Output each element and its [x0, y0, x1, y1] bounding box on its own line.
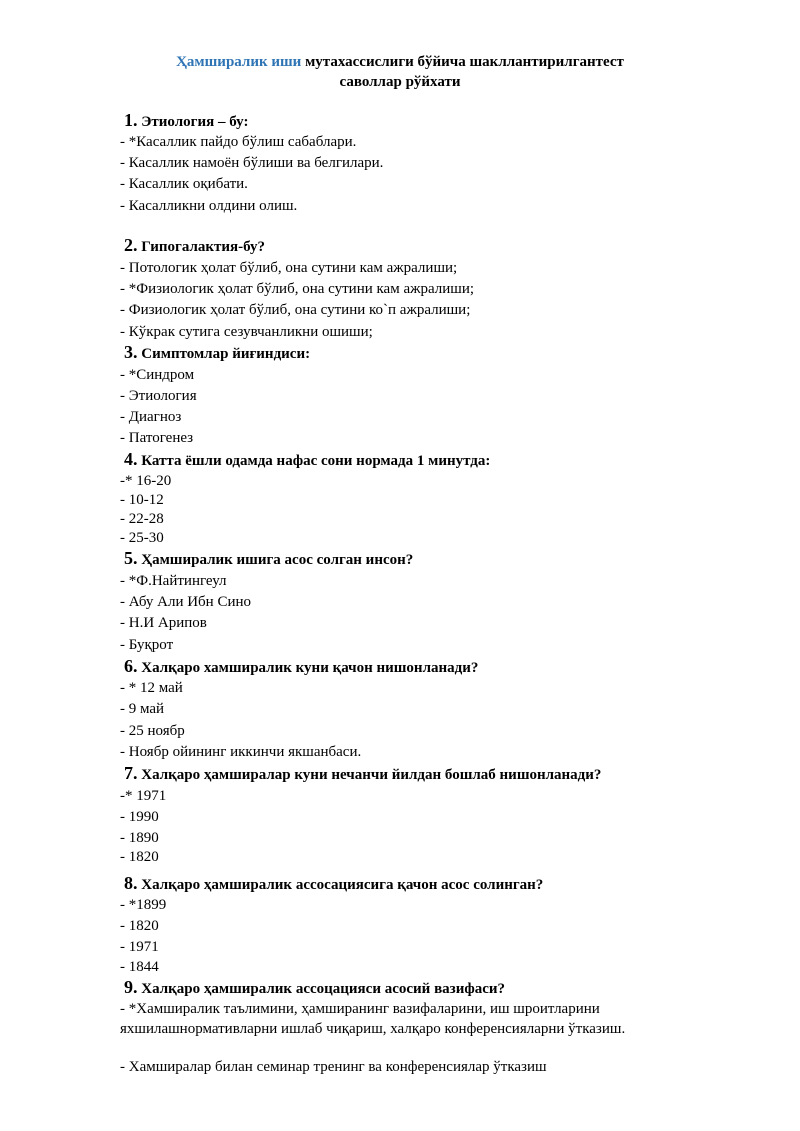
question-number: 9.	[124, 977, 138, 997]
question-1	[124, 110, 248, 132]
answer-option: - 25-30	[120, 530, 164, 546]
answer-option: - Физиологик ҳолат бўлиб, она сутини ко`п ажралиши;	[120, 302, 471, 318]
answer-option: - Кўкрак сутига сезувчанликни ошиши;	[120, 324, 373, 340]
answer-option: - 9 май	[120, 701, 165, 717]
answer-option: - Касаллик оқибати.	[120, 176, 248, 192]
document-subtitle: саволлар рўйхати	[339, 74, 461, 90]
answer-option: - Патогенез	[120, 430, 194, 446]
answer-option: - Хамширалар билан семинар тренинг ва конференсиялар ўтказиш	[120, 1059, 547, 1075]
question-number: 7.	[124, 763, 138, 783]
answer-option: - 1844	[120, 959, 159, 975]
answer-option: - *Хамширалик таълимини, ҳамширанинг вазифаларини, иш шроитларини яхшилашнормативларни ишлаб чиқариш, халқаро конференсияларни ўтказиш.	[120, 1001, 626, 1037]
answer-option: - 1820	[120, 849, 159, 865]
answer-option: - 1890	[120, 830, 159, 846]
answer-option: - Н.И Арипов	[120, 615, 207, 631]
title-accent: Ҳамширалик иши	[176, 54, 302, 70]
answer-option: - 22-28	[120, 511, 164, 527]
answer-option: - Буқрот	[120, 637, 174, 653]
question-number: 3.	[124, 342, 138, 362]
answer-option: - *Синдром	[120, 367, 195, 383]
answer-option: - *Физиологик ҳолат бўлиб, она сутини кам ажралиши;	[120, 281, 475, 297]
answer-option: - Касалликни олдини олиш.	[120, 198, 298, 214]
answer-option: - 1990	[120, 809, 159, 825]
answer-option: - *Касаллик пайдо бўлиш сабаблари.	[120, 134, 357, 150]
answer-option: - 1820	[120, 918, 159, 934]
answer-option: - Касаллик намоён бўлиши ва белгилари.	[120, 155, 384, 171]
question-text: Халқаро хамширалик куни қачон нишонланади?	[141, 660, 479, 676]
answer-option: - *1899	[120, 897, 167, 913]
question-4	[124, 449, 490, 471]
question-7	[124, 763, 601, 785]
question-6	[124, 656, 478, 678]
question-text: Ҳамширалик ишига асос солган инсон?	[141, 552, 414, 568]
question-text: Гипогалактия-бу?	[141, 239, 266, 255]
answer-option: -* 1971	[120, 788, 167, 804]
question-text: Катта ёшли одамда нафас сони нормада 1 минутда:	[141, 453, 491, 469]
question-number: 1.	[124, 110, 138, 130]
answer-option: - Потологик ҳолат бўлиб, она сутини кам ажралиши;	[120, 260, 458, 276]
answer-option: - Ноябр ойининг иккинчи якшанбаси.	[120, 744, 362, 760]
title-rest: мутахассислиги бўйича шакллантирилгантест	[301, 54, 624, 70]
question-number: 5.	[124, 548, 138, 568]
answer-option: - *Ф.Найтингеул	[120, 573, 227, 589]
answer-option: - Диагноз	[120, 409, 182, 425]
question-text: Этиология – бу:	[141, 114, 249, 130]
question-number: 4.	[124, 449, 138, 469]
question-3	[124, 342, 310, 364]
question-5	[124, 548, 413, 570]
question-text: Симптомлар йиғиндиси:	[141, 346, 311, 362]
answer-option: - * 12 май	[120, 680, 183, 696]
answer-option: - Этиология	[120, 388, 197, 404]
question-number: 2.	[124, 235, 138, 255]
question-text: Халқаро ҳамширалар куни нечанчи йилдан бошлаб нишонланади?	[141, 767, 602, 783]
question-9	[124, 977, 505, 999]
answer-option: - 25 ноябр	[120, 723, 185, 739]
answer-option: - 1971	[120, 939, 159, 955]
question-number: 8.	[124, 873, 138, 893]
question-text: Халқаро ҳамширалик ассосациясига қачон асос солинган?	[141, 877, 544, 893]
answer-option: - Абу Али Ибн Сино	[120, 594, 252, 610]
question-text: Халқаро ҳамширалик ассоцацияси асосий вазифаси?	[141, 981, 506, 997]
answer-option: -* 16-20	[120, 473, 172, 489]
answer-option: - 10-12	[120, 492, 164, 508]
question-2	[124, 235, 265, 257]
question-8	[124, 873, 543, 895]
document-title	[0, 52, 800, 72]
question-number: 6.	[124, 656, 138, 676]
